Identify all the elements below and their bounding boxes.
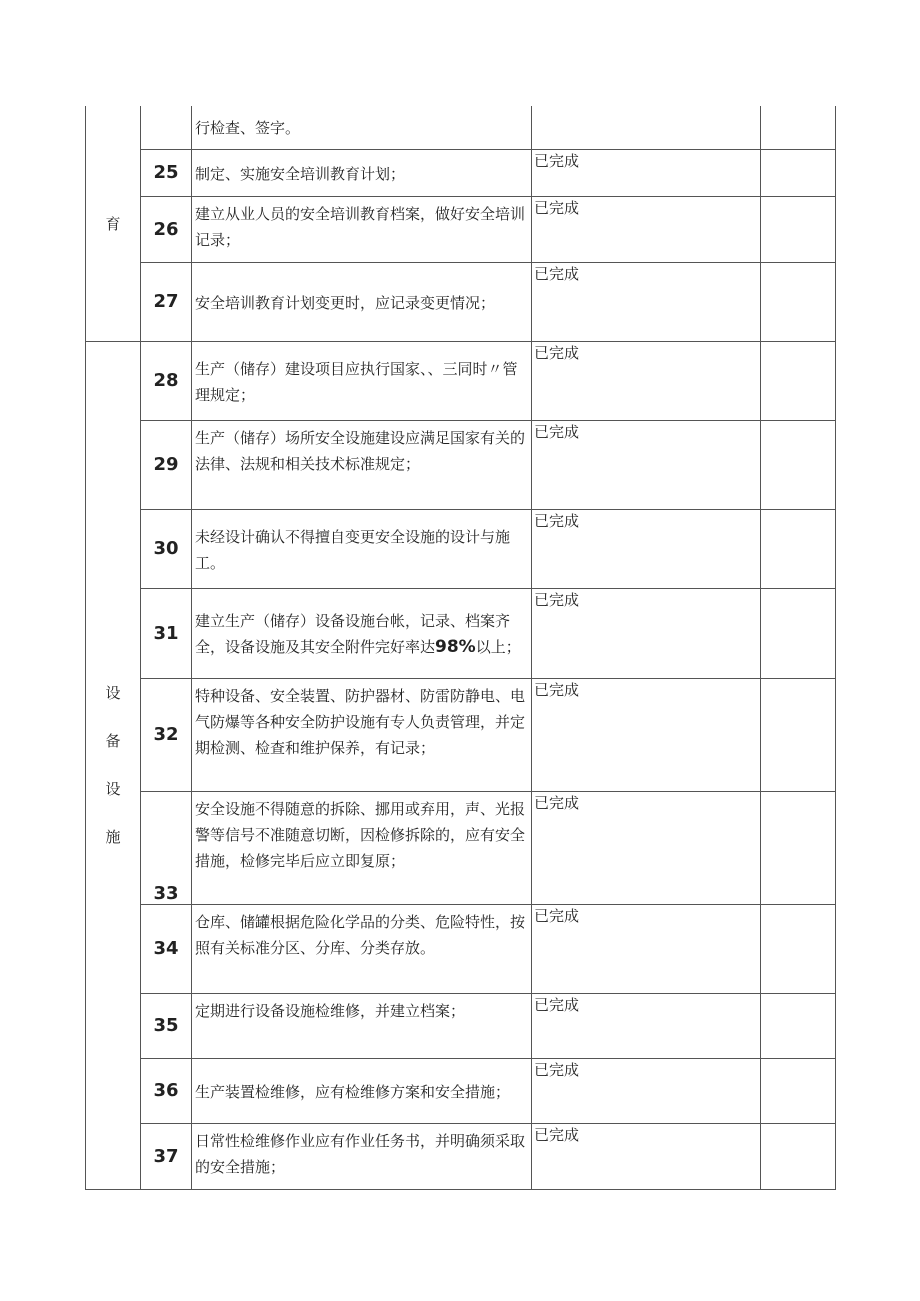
item-description: 建立从业人员的安全培训教育档案，做好安全培训记录； xyxy=(192,196,532,262)
item-status: 已完成 xyxy=(532,420,761,509)
item-note xyxy=(761,509,836,588)
item-description xyxy=(192,588,532,678)
table-row xyxy=(86,678,836,791)
item-note xyxy=(761,196,836,262)
item-number: 26 xyxy=(141,196,192,262)
table-row xyxy=(86,262,836,341)
item-status: 已完成 xyxy=(532,1058,761,1123)
category-cell-training xyxy=(86,106,141,341)
table-row xyxy=(86,791,836,904)
item-number: 37 xyxy=(141,1123,192,1189)
checklist-table xyxy=(85,106,836,1190)
item-status: 已完成 xyxy=(532,588,761,678)
item-description: 行检查、签字。 xyxy=(192,106,532,149)
item-description: 日常性检维修作业应有作业任务书，并明确须采取的安全措施； xyxy=(192,1123,532,1189)
item-description: 未经设计确认不得擅自变更安全设施的设计与施工。 xyxy=(192,509,532,588)
item-description: 安全培训教育计划变更时，应记录变更情况； xyxy=(192,262,532,341)
item-note xyxy=(761,678,836,791)
category-cell-equipment xyxy=(86,341,141,1189)
table-row xyxy=(86,1058,836,1123)
table-row xyxy=(86,509,836,588)
item-note xyxy=(761,1123,836,1189)
category-char: 设 xyxy=(105,684,121,702)
item-number: 34 xyxy=(141,904,192,993)
item-status: 已完成 xyxy=(532,341,761,420)
category-char: 施 xyxy=(105,828,121,846)
item-status: 已完成 xyxy=(532,262,761,341)
item-number: 32 xyxy=(141,678,192,791)
category-label: 育 xyxy=(105,214,121,233)
item-status: 已完成 xyxy=(532,904,761,993)
table-row xyxy=(86,1123,836,1189)
item-status: 已完成 xyxy=(532,678,761,791)
item-number: 27 xyxy=(141,262,192,341)
item-description-tail: 以上； xyxy=(475,638,521,656)
item-description: 特种设备、安全装置、防护器材、防雷防静电、电气防爆等各种安全防护设施有专人负责管理，并定期检测、检查和维护保养，有记录； xyxy=(192,678,532,791)
item-number: 33 xyxy=(141,791,192,904)
item-number: 29 xyxy=(141,420,192,509)
item-number: 28 xyxy=(141,341,192,420)
item-number: 31 xyxy=(141,588,192,678)
item-status: 已完成 xyxy=(532,993,761,1058)
item-note xyxy=(761,262,836,341)
table-row xyxy=(86,106,836,149)
item-number xyxy=(141,106,192,149)
item-status: 已完成 xyxy=(532,1123,761,1189)
table-row xyxy=(86,341,836,420)
completion-rate: 98% xyxy=(435,637,476,657)
item-description: 定期进行设备设施检维修，并建立档案； xyxy=(192,993,532,1058)
item-note xyxy=(761,420,836,509)
item-number: 35 xyxy=(141,993,192,1058)
table-row xyxy=(86,420,836,509)
item-description: 仓库、储罐根据危险化学品的分类、危险特性，按照有关标准分区、分库、分类存放。 xyxy=(192,904,532,993)
item-note xyxy=(761,904,836,993)
item-description: 制定、实施安全培训教育计划； xyxy=(192,149,532,196)
item-note xyxy=(761,791,836,904)
item-status: 已完成 xyxy=(532,509,761,588)
category-char: 设 xyxy=(105,780,121,798)
item-description: 生产装置检维修，应有检维修方案和安全措施； xyxy=(192,1058,532,1123)
item-note xyxy=(761,1058,836,1123)
item-status xyxy=(532,106,761,149)
item-description: 生产（储存）建设项目应执行国家、、三同时〃管理规定； xyxy=(192,341,532,420)
item-note xyxy=(761,106,836,149)
item-description-text: 建立生产（储存）设备设施台帐，记录、档案齐全，设备设施及其安全附件完好率达 xyxy=(195,612,511,656)
category-char: 备 xyxy=(105,732,121,750)
table-row xyxy=(86,588,836,678)
item-status: 已完成 xyxy=(532,791,761,904)
item-note xyxy=(761,993,836,1058)
item-note xyxy=(761,341,836,420)
table-row xyxy=(86,196,836,262)
table-row xyxy=(86,993,836,1058)
item-number: 25 xyxy=(141,149,192,196)
item-number: 36 xyxy=(141,1058,192,1123)
item-description: 安全设施不得随意的拆除、挪用或弃用，声、光报警等信号不准随意切断，因检修拆除的，应有安全措施，检修完毕后应立即复原； xyxy=(192,791,532,904)
item-note xyxy=(761,588,836,678)
item-description: 生产（储存）场所安全设施建设应满足国家有关的法律、法规和相关技术标准规定； xyxy=(192,420,532,509)
item-number: 30 xyxy=(141,509,192,588)
table-row xyxy=(86,904,836,993)
item-status: 已完成 xyxy=(532,196,761,262)
item-status: 已完成 xyxy=(532,149,761,196)
table-row xyxy=(86,149,836,196)
item-note xyxy=(761,149,836,196)
